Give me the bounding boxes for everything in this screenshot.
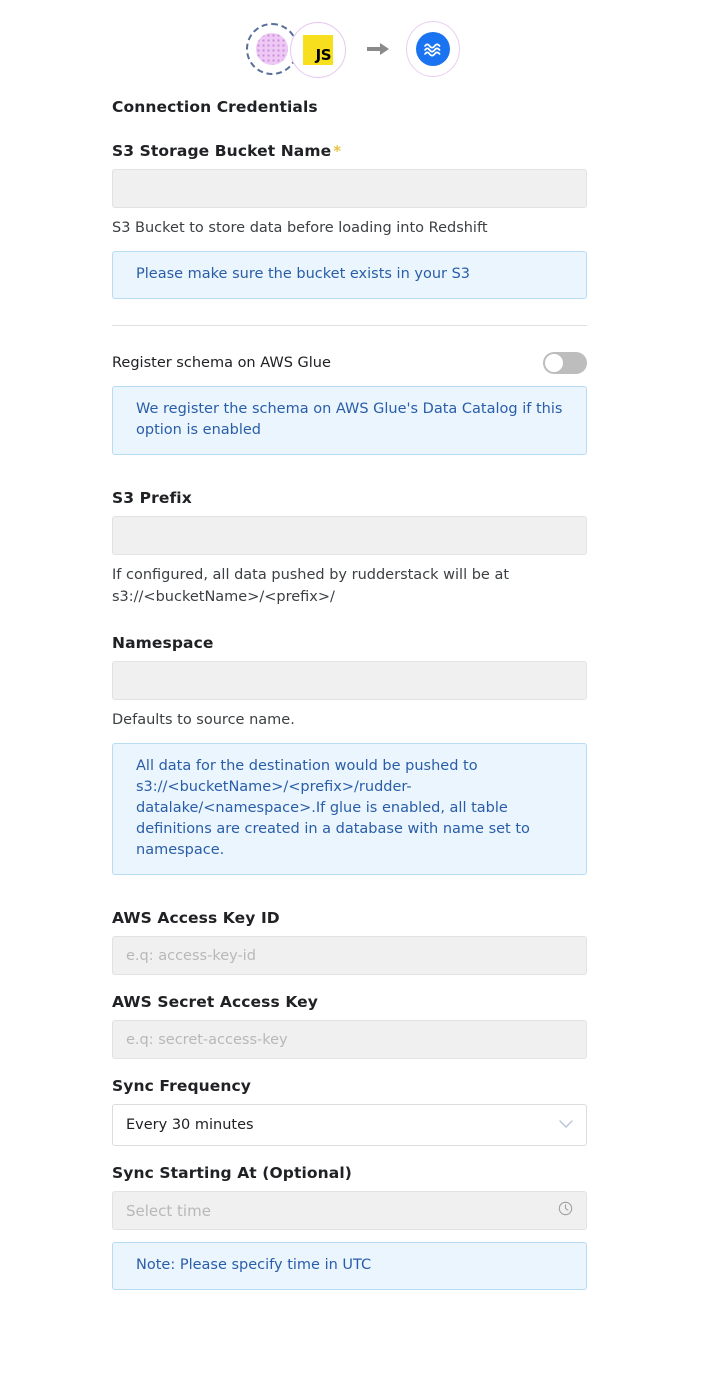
field-namespace [112,634,594,875]
field-glue-toggle [112,352,594,455]
namespace-info: All data for the destination would be pushed to s3://<bucketName>/<prefix>/rudder-datalake/<namespace>.If glue is enabled, all table definitions are created in a database with name set to namespace. [112,743,587,875]
access-key-id-input[interactable]: e.q: access-key-id [112,936,587,975]
glue-toggle-switch[interactable] [543,352,587,374]
spacer [112,455,594,489]
s3-prefix-input[interactable] [112,516,587,555]
field-sync-frequency [112,1077,594,1146]
connection-header [0,0,706,98]
sync-frequency-label: Sync Frequency [112,1077,252,1095]
section-divider [112,325,587,326]
glue-toggle-label: Register schema on AWS Glue [112,355,331,371]
source-type-badge [290,22,346,78]
glue-info: We register the schema on AWS Glue's Data Catalog if this option is enabled [112,386,587,455]
arrow-right-icon [366,38,392,60]
glue-toggle-knob [545,354,563,372]
bucket-name-label-text: S3 Storage Bucket Name [112,142,332,160]
secret-access-key-label: AWS Secret Access Key [112,993,318,1011]
bucket-name-input[interactable] [112,169,587,208]
connection-credentials-form [0,98,706,1290]
destination-node[interactable] [406,22,460,76]
secret-access-key-input[interactable]: e.q: secret-access-key [112,1020,587,1059]
bucket-name-helper: S3 Bucket to store data before loading into Redshift [112,220,488,236]
sync-starting-at-info: Note: Please specify time in UTC [112,1242,587,1290]
access-key-id-label: AWS Access Key ID [112,909,280,927]
sync-frequency-value: Every 30 minutes [126,1117,254,1133]
s3-prefix-label: S3 Prefix [112,489,192,507]
field-bucket-name [112,142,594,299]
bucket-name-info: Please make sure the bucket exists in your S3 [112,251,587,299]
s3-datalake-wave-icon [416,32,450,66]
spacer [112,1146,594,1164]
source-node[interactable] [246,22,352,76]
spacer [112,608,594,634]
sync-starting-at-placeholder: Select time [126,1201,211,1220]
sync-starting-at-label: Sync Starting At (Optional) [112,1164,352,1182]
field-sync-starting-at [112,1164,594,1290]
js-logo-icon: JS [303,35,333,65]
glue-toggle-row [112,352,587,374]
chevron-down-icon [559,1117,573,1133]
namespace-helper: Defaults to source name. [112,712,295,728]
s3-prefix-helper: If configured, all data pushed by rudderstack will be at s3://<bucketName>/<prefix>/ [112,567,510,605]
spacer [112,975,594,993]
field-access-key-id [112,909,594,975]
field-s3-prefix [112,489,594,608]
source-avatar [256,33,288,65]
field-secret-access-key [112,993,594,1059]
required-asterisk: * [333,142,342,160]
sync-starting-at-input[interactable] [112,1191,587,1230]
destination-ring [406,21,460,77]
spacer [112,1059,594,1077]
spacer [112,875,594,909]
namespace-input[interactable] [112,661,587,700]
clock-icon[interactable] [558,1201,573,1220]
namespace-label: Namespace [112,634,214,652]
sync-frequency-select[interactable] [112,1104,587,1146]
bucket-name-label [112,142,594,160]
page-title: Connection Credentials [112,98,318,116]
